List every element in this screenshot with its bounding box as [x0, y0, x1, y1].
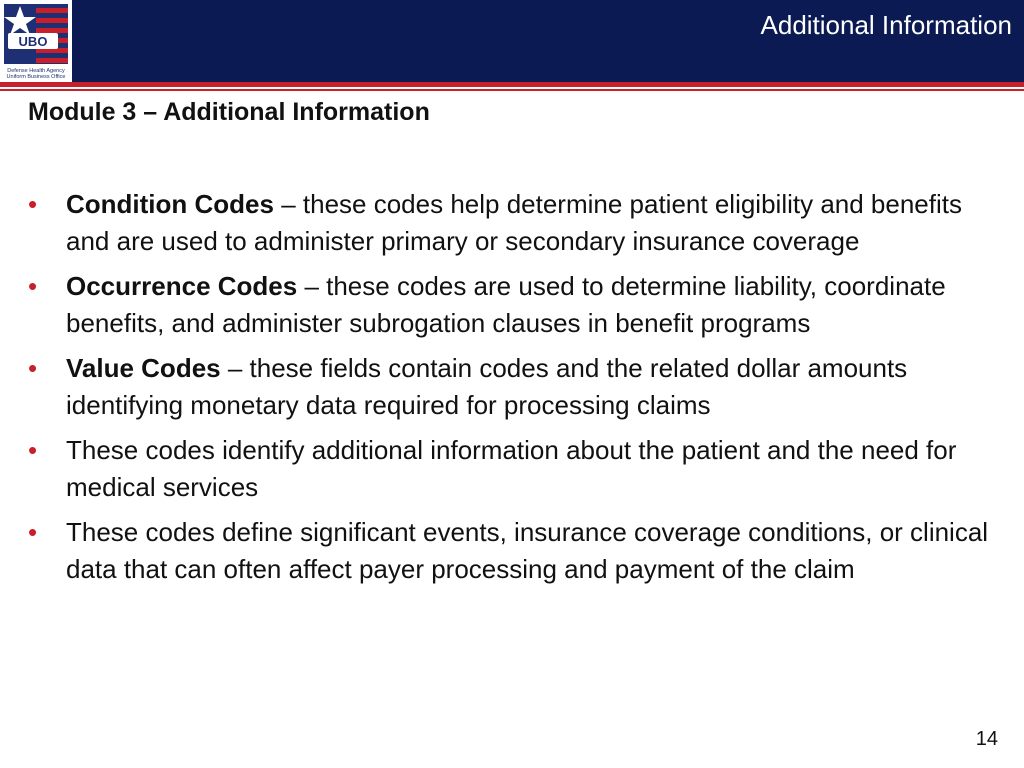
bullet-list — [28, 186, 998, 596]
bullet-item — [28, 268, 998, 342]
bullet-text: These codes define significant events, insurance coverage conditions, or clinical data that can often affect payer processing and payment of the claim — [66, 517, 989, 584]
logo-caption-1: Defense Health Agency — [7, 68, 65, 74]
bullet-text: – these fields contain codes and the related dollar amounts identifying monetary data required for processing claims — [66, 353, 908, 420]
logo-text: UBO — [18, 34, 48, 49]
bullet-term: Occurrence Codes — [66, 271, 298, 301]
slide-header — [0, 0, 1024, 82]
logo-caption-2: Uniform Business Office — [6, 74, 66, 80]
bullet-icon: • — [28, 189, 38, 219]
bullet-icon: • — [28, 271, 38, 301]
ubo-flag-icon — [0, 0, 72, 82]
header-title: Additional Information — [760, 10, 1012, 40]
bullet-icon: • — [28, 435, 38, 465]
bullet-text: – these codes help determine patient eligibility and benefits and are used to administer primary or secondary insurance coverage — [66, 189, 962, 256]
bullet-item — [28, 186, 998, 260]
bullet-text: These codes identify additional information about the patient and the need for medical services — [66, 435, 957, 502]
module-title: Module 3 – Additional Information — [28, 98, 430, 126]
bullet-item — [28, 432, 998, 506]
bullet-icon: • — [28, 517, 38, 547]
page-number: 14 — [975, 728, 998, 750]
bullet-term: Condition Codes — [66, 189, 274, 219]
bullet-text: – these codes are used to determine liability, coordinate benefits, and administer subrogation clauses in benefit programs — [66, 271, 946, 338]
bullet-term: Value Codes — [66, 353, 221, 383]
bullet-item — [28, 350, 998, 424]
header-divider-thin — [0, 89, 1024, 91]
bullet-icon: • — [28, 353, 38, 383]
ubo-logo — [0, 0, 72, 82]
bullet-item — [28, 514, 998, 588]
